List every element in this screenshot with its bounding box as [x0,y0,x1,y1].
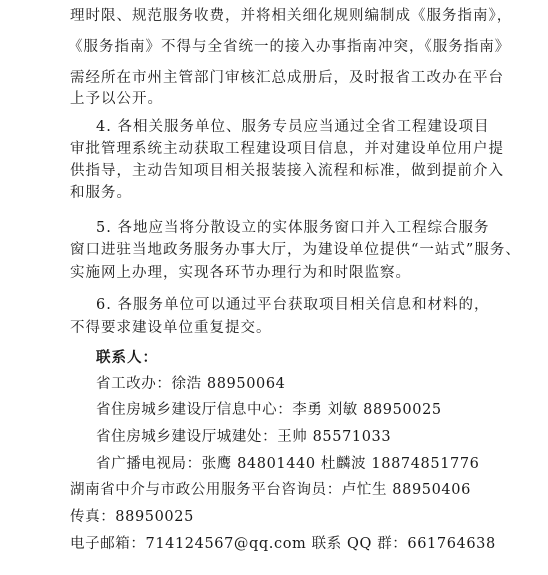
item-4-line-1: 4. 各相关服务单位、服务专员应当通过全省工程建设项目 [96,119,490,135]
contact-line-3: 省住房城乡建设厅城建处：王帅 85571033 [96,429,392,445]
body-line-2: 《服务指南》不得与全省统一的接入办事指南冲突，《服务指南》 [68,39,511,55]
item-6-line-1: 6. 各服务单位可以通过平台获取项目相关信息和材料的， [96,297,490,313]
item-4-line-2: 审批管理系统主动获取工程建设项目信息，并对建设单位用户提 [70,141,504,157]
item-4-line-3: 供指导，主动告知项目相关报装接入流程和标准，做到提前介入 [70,163,504,179]
item-5-line-2: 窗口进驻当地政务服务办事大厅，为建设单位提供“一站式”服务、 [70,242,521,258]
item-4-line-4: 和服务。 [70,185,132,201]
contact-line-5: 湖南省中介与市政公用服务平台咨询员：卢忙生 88950406 [70,482,471,498]
contacts-heading: 联系人： [96,349,158,366]
item-5-line-3: 实施网上办理，实现各环节办理行为和时限监察。 [70,265,411,281]
item-5-line-1: 5. 各地应当将分散设立的实体服务窗口并入工程综合服务 [96,220,490,236]
body-line-4: 上予以公开。 [70,91,163,107]
contact-line-4: 省广播电视局：张鹰 84801440 杜麟波 18874851776 [96,456,480,472]
contact-line-1: 省工改办：徐浩 88950064 [96,376,286,392]
contact-line-7: 电子邮箱：714124567@qq.com 联系 QQ 群：661764638 [70,536,496,552]
contact-line-2: 省住房城乡建设厅信息中心：李勇 刘敏 88950025 [96,402,442,418]
item-6-line-2: 不得要求建设单位重复提交。 [70,320,272,336]
body-line-1: 理时限、规范服务收费，并将相关细化规则编制成《服务指南》， [70,8,513,24]
contact-line-6: 传真：88950025 [70,509,194,525]
body-line-3: 需经所在市州主管部门审核汇总成册后，及时报省工改办在平台 [70,70,504,86]
